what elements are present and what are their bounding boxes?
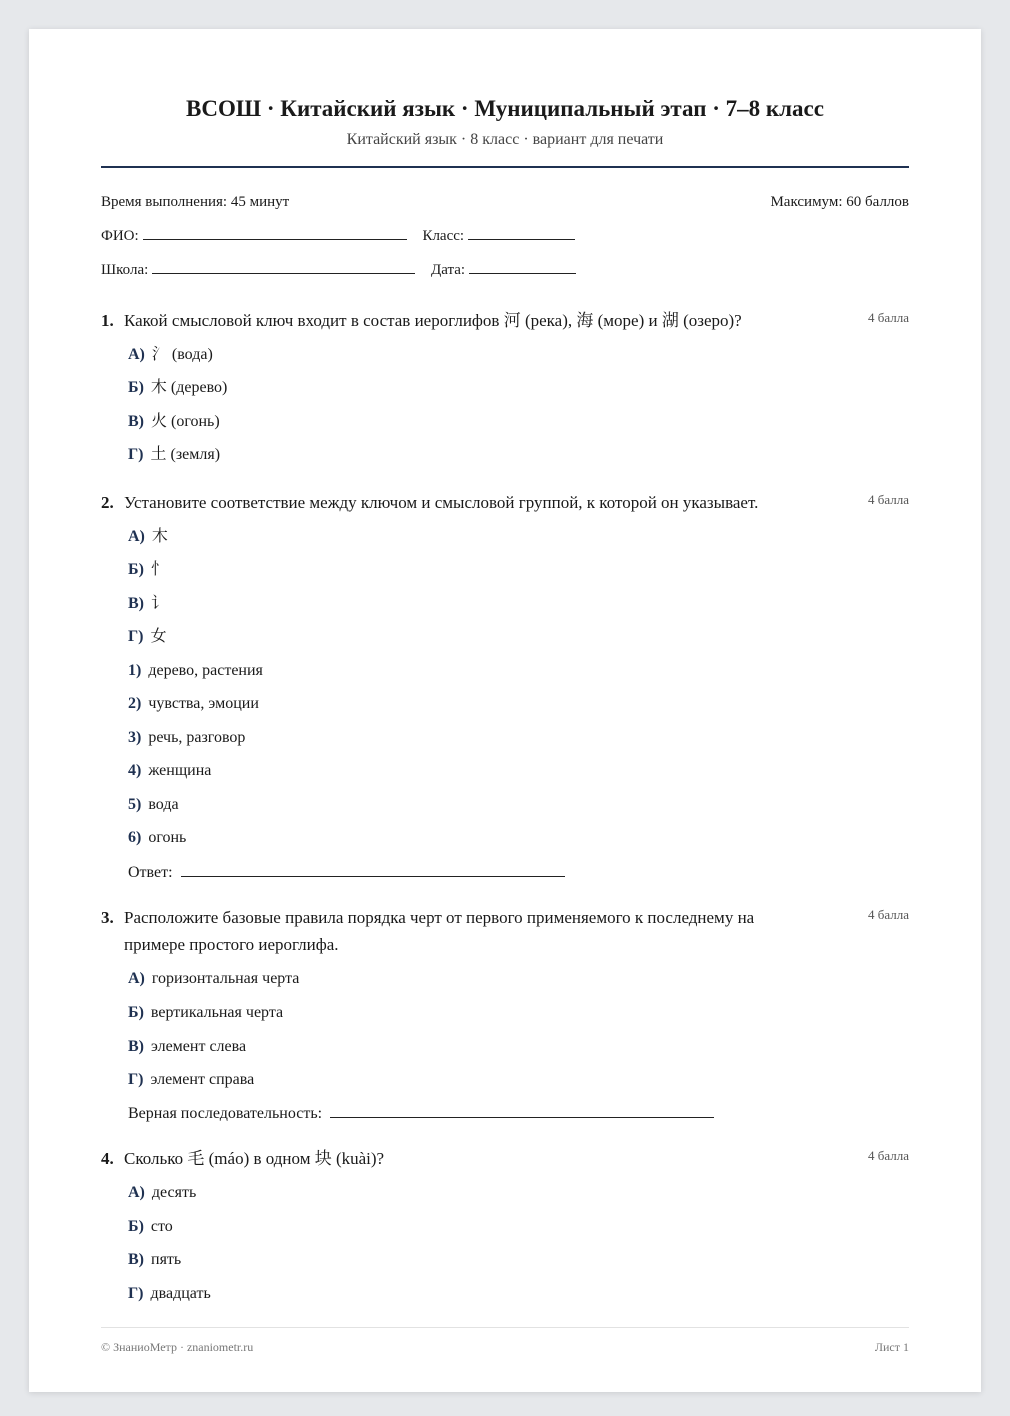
meta-fio-row	[101, 225, 909, 246]
match-2	[128, 693, 259, 715]
option-b[interactable]	[128, 559, 167, 581]
class-blank[interactable]	[468, 225, 575, 240]
option-v[interactable]	[128, 411, 220, 433]
option-text: 木 (дерево)	[150, 379, 228, 396]
match-label: 6)	[128, 829, 142, 846]
match-4	[128, 760, 211, 782]
question-points: 4 балла	[868, 492, 909, 507]
option-text: 讠	[151, 595, 168, 612]
class-field[interactable]	[422, 225, 575, 246]
question-2	[101, 489, 909, 881]
option-label: Б)	[128, 379, 144, 396]
option-text: вертикальная черта	[150, 1004, 284, 1021]
question-number: 1.	[101, 311, 114, 330]
date-label: Дата:	[431, 262, 466, 278]
footer	[101, 1339, 909, 1355]
date-blank[interactable]	[469, 259, 576, 274]
option-text: 氵 (вода)	[151, 346, 213, 363]
match-label: 3)	[128, 729, 142, 746]
option-text: пять	[151, 1251, 182, 1268]
option-g[interactable]	[128, 626, 167, 648]
question-points: 4 балла	[868, 1148, 909, 1163]
answer-field[interactable]	[128, 862, 565, 884]
sheet-number: Лист 1	[874, 1340, 909, 1354]
option-label: А)	[128, 970, 145, 987]
option-label: Б)	[128, 1004, 144, 1021]
sequence-field[interactable]	[128, 1103, 714, 1125]
option-text: 木	[151, 528, 168, 545]
school-blank[interactable]	[152, 259, 415, 274]
option-a[interactable]	[128, 1182, 196, 1204]
question-text: Расположите базовые правила порядка черт от первого применяемого к последнему на примере простого иероглифа.	[124, 908, 755, 954]
option-text: сто	[150, 1218, 173, 1235]
question-2-header	[101, 489, 909, 516]
fio-field[interactable]	[101, 225, 407, 246]
option-b[interactable]	[128, 1002, 283, 1024]
option-label: А)	[128, 346, 145, 363]
option-g[interactable]	[128, 444, 220, 466]
header-divider	[101, 166, 909, 168]
option-text: 忄	[150, 561, 167, 578]
question-points: 4 балла	[868, 310, 909, 325]
option-text: горизонтальная черта	[151, 970, 300, 987]
match-label: 4)	[128, 762, 142, 779]
question-1	[101, 307, 909, 463]
option-label: А)	[128, 528, 145, 545]
question-text: Какой смысловой ключ входит в состав иероглифов 河 (река), 海 (море) и 湖 (озеро)?	[124, 311, 742, 330]
option-label: Г)	[128, 1285, 144, 1302]
meta-school-row	[101, 259, 909, 280]
question-number: 4.	[101, 1149, 114, 1168]
match-6	[128, 827, 186, 849]
option-label: В)	[128, 595, 144, 612]
fio-label: ФИО:	[101, 228, 139, 244]
option-label: Б)	[128, 561, 144, 578]
option-b[interactable]	[128, 377, 227, 399]
option-text: элемент справа	[150, 1071, 255, 1088]
match-text: дерево, растения	[148, 662, 263, 679]
option-g[interactable]	[128, 1069, 254, 1091]
footer-divider	[101, 1327, 909, 1328]
option-text: десять	[151, 1184, 197, 1201]
option-text: 女	[150, 628, 167, 645]
option-a[interactable]	[128, 968, 299, 990]
option-g[interactable]	[128, 1283, 211, 1305]
match-text: вода	[148, 796, 179, 813]
answer-label: Ответ:	[128, 864, 173, 881]
match-3	[128, 727, 245, 749]
option-label: Г)	[128, 446, 144, 463]
option-text: 火 (огонь)	[151, 413, 220, 430]
question-3-header	[101, 904, 909, 958]
time-limit: Время выполнения: 45 минут	[101, 194, 290, 210]
match-label: 1)	[128, 662, 142, 679]
page-title: ВСОШ · Китайский язык · Муниципальный этап · 7–8 класс	[186, 96, 824, 121]
sequence-label: Верная последовательность:	[128, 1105, 323, 1122]
exam-sheet	[29, 29, 981, 1392]
option-text: 土 (земля)	[150, 446, 221, 463]
school-field[interactable]	[101, 259, 415, 280]
footer-copyright: © ЗнаниоМетр · znaniometr.ru	[101, 1340, 254, 1354]
option-label: В)	[128, 413, 144, 430]
option-text: элемент слева	[151, 1038, 247, 1055]
option-label: А)	[128, 1184, 145, 1201]
meta-time-row	[101, 192, 909, 212]
option-label: Б)	[128, 1218, 144, 1235]
option-b[interactable]	[128, 1216, 173, 1238]
question-3	[101, 904, 909, 1122]
option-a[interactable]	[128, 526, 168, 548]
question-points: 4 балла	[868, 907, 909, 922]
school-label: Школа:	[101, 262, 149, 278]
match-text: женщина	[148, 762, 212, 779]
match-text: огонь	[148, 829, 187, 846]
sequence-blank[interactable]	[330, 1103, 714, 1118]
question-4-header	[101, 1145, 909, 1172]
class-label: Класс:	[422, 228, 465, 244]
option-label: Г)	[128, 628, 144, 645]
answer-blank[interactable]	[181, 862, 565, 877]
question-number: 2.	[101, 493, 114, 512]
option-v[interactable]	[128, 593, 167, 615]
match-text: чувства, эмоции	[148, 695, 259, 712]
option-a[interactable]	[128, 344, 213, 366]
option-text: двадцать	[150, 1285, 211, 1302]
option-label: Г)	[128, 1071, 144, 1088]
option-label: В)	[128, 1038, 144, 1055]
question-1-header	[101, 307, 909, 334]
date-field[interactable]	[431, 259, 576, 280]
match-5	[128, 794, 179, 816]
option-label: В)	[128, 1251, 144, 1268]
page-subtitle: Китайский язык · 8 класс · вариант для печати	[346, 131, 664, 148]
match-1	[128, 660, 263, 682]
option-v[interactable]	[128, 1036, 246, 1058]
match-label: 5)	[128, 796, 142, 813]
match-label: 2)	[128, 695, 142, 712]
option-v[interactable]	[128, 1249, 181, 1271]
match-text: речь, разговор	[148, 729, 246, 746]
question-4	[101, 1145, 909, 1302]
question-text: Сколько 毛 (máo) в одном 块 (kuài)?	[124, 1149, 385, 1168]
fio-blank[interactable]	[143, 225, 407, 240]
question-text: Установите соответствие между ключом и смысловой группой, к которой он указывает.	[124, 493, 759, 512]
max-score: Максимум: 60 баллов	[770, 194, 909, 210]
question-number: 3.	[101, 908, 114, 927]
